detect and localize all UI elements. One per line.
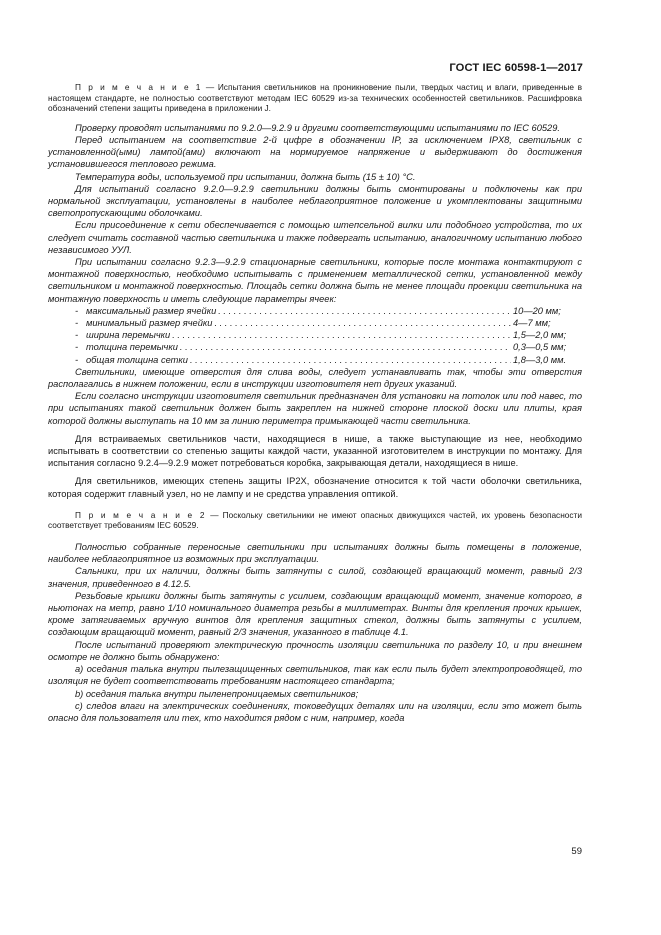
paragraph: b) оседания талька внутри пыленепроницаемых светильников; [75,688,359,699]
list-item: - толщина перемычки . . . 0,3—0,5 мм; [48,341,582,353]
paragraph: Светильники, имеющие отверстия для слива воды, следует устанавливать так, чтобы эти отверстия располагались в нижнем положении, если в инструкции изготовителя нет других указаний. [48,366,582,390]
page-body [48,82,582,724]
note-2-text: — Поскольку светильники не имеют опасных движущихся частей, их уровень безопасности соответствует требованиям IEC 60529. [48,509,582,531]
page-number: 59 [571,846,582,857]
paragraph: Перед испытанием на соответствие 2-й цифре в обозначении IP, за исключением IPX8, светильник с установленной(ыми) лампой(ами) включают на нормируемое напряжение и выдерживают до достижения установившегося теплового режима. [48,134,582,170]
mesh-param-name: толщина перемычки [86,342,178,353]
mesh-param-value: 0,3—0,5 мм; [513,342,567,353]
note-2-label: П р и м е ч а н и е 2 [75,509,207,520]
paragraph: Если согласно инструкции изготовителя светильник предназначен для установки на потолок или под навес, то при испытаниях такой светильник должен быть закреплен на нижней стороне плоской доски или плиты, края которой должны выступать на 10 мм за линию периметра примыкающей части светильника. [48,391,582,426]
paragraph: Проверку проводят испытаниями по 9.2.0—9.2.9 и другими соответствующими испытаниями по IEC 60529. [75,122,560,133]
note-1-text: — Испытания светильников на проникновение пыли, твердых частиц и влаги, приведенные в настоящем стандарте, не полностью соответствуют методам IEC 60529 из-за технических особенностей светильников. Расшифровка обозначений степени защиты приведена в приложении J. [48,82,583,114]
mesh-parameters-list [48,305,582,366]
leader-dots [172,329,511,341]
paragraph: c) следов влаги на электрических соединениях, токоведущих деталях или на изоляции, если это может быть опасно для пользователя или тех, кто находится рядом с ним, например, когда [48,700,582,723]
mesh-param-value: 1,8—3,0 мм. [513,354,567,365]
list-item: - общая толщина сетки . . . 1,8—3,0 мм. [48,354,582,366]
list-item: - минимальный размер ячейки . . . 4—7 мм; [48,317,582,329]
paragraph: Для светильников, имеющих степень защиты IP2X, обозначение относится к той части оболочки светильника, которая содержит главный узел, но не лампу и не средства управления оптикой. [48,476,582,499]
paragraph: Сальники, при их наличии, должны быть затянуты с силой, создающей вращающий момент, равный 2/3 значения, приведенного в 4.12.5. [48,566,582,589]
list-item: - ширина перемычки . . . 1,5—2,0 мм; [48,329,582,341]
document-code-header: ГОСТ IEC 60598-1—2017 [449,62,583,74]
paragraph: При испытании согласно 9.2.3—9.2.9 стационарные светильники, которые после монтажа контактируют с монтажной поверхностью, необходимо испытывать с применением металлической сетки, установленной между светильником и монтажной поверхностью. Площадь сетки должна быть не менее площади проекции светильника на монтажную поверхность и иметь следующие параметры ячеек: [48,257,582,304]
note-1 [48,82,582,114]
note-1-label: П р и м е ч а н и е 1 [75,82,203,92]
paragraph: Для встраиваемых светильников части, находящиеся в нише, а также выступающие из нее, необходимо испытывать в соответствии со степенью защиты каждой части, указанной изготовителем в инструкции по монтажу. Для испытания согласно 9.2.4—9.2.9 может потребоваться коробка, закрывающая детали, находящиеся в нише. [48,433,582,469]
list-item: - максимальный размер ячейки . . . 10—20 мм; [48,305,582,317]
paragraph: Резьбовые крышки должны быть затянуты с усилием, создающим вращающий момент, значение которого, в ньютонах на метр, равно 1/10 номинального диаметра резьбы в миллиметрах. Винты для крепления прочих крышек, кроме затягиваемых вручную винтов для крепления защитных стекол, должны быть затянуты с усилием, создающим вращающий момент, равный 2/3 значения, указанного в таблице 4.1. [48,590,582,638]
leader-dots [180,341,511,353]
paragraph: Если присоединение к сети обеспечивается с помощью штепсельной вилки или подобного устройства, то их следует считать составной частью светильника и также подвергать испытанию, аналогичному испытанию любого независимого УУЛ. [48,220,582,255]
note-2 [48,510,582,531]
leader-dots [190,354,511,366]
mesh-param-value: 4—7 мм; [513,318,551,329]
paragraph: a) оседания талька внутри пылезащищенных светильников, так как если пыль будет электропроводящей, то изоляция не будет соответствовать требованиям настоящего стандарта; [48,664,582,687]
leader-dots [214,317,511,329]
paragraph: После испытаний проверяют электрическую прочность изоляции светильника по разделу 10, и при внешнем осмотре не должно быть обнаружено: [48,639,582,662]
paragraph: Полностью собранные переносные светильники при испытаниях должны быть помещены в положение, наиболее неблагоприятное из возможных при эксплуатации. [48,542,582,565]
mesh-param-name: общая толщина сетки [86,354,188,365]
paragraph: Для испытаний согласно 9.2.0—9.2.9 светильники должны быть смонтированы и подключены как при нормальной эксплуатации, установлены в наиболее неблагоприятное положение и укомплектованы защитными светопропускающими оболочками. [48,183,582,219]
leader-dots [218,305,511,317]
paragraph: Температура воды, используемой при испытании, должна быть (15 ± 10) °C. [75,171,416,182]
mesh-param-value: 1,5—2,0 мм; [513,330,567,341]
mesh-param-name: максимальный размер ячейки [86,305,217,316]
mesh-param-value: 10—20 мм; [513,305,561,316]
mesh-param-name: ширина перемычки [86,330,171,341]
mesh-param-name: минимальный размер ячейки [86,318,213,329]
